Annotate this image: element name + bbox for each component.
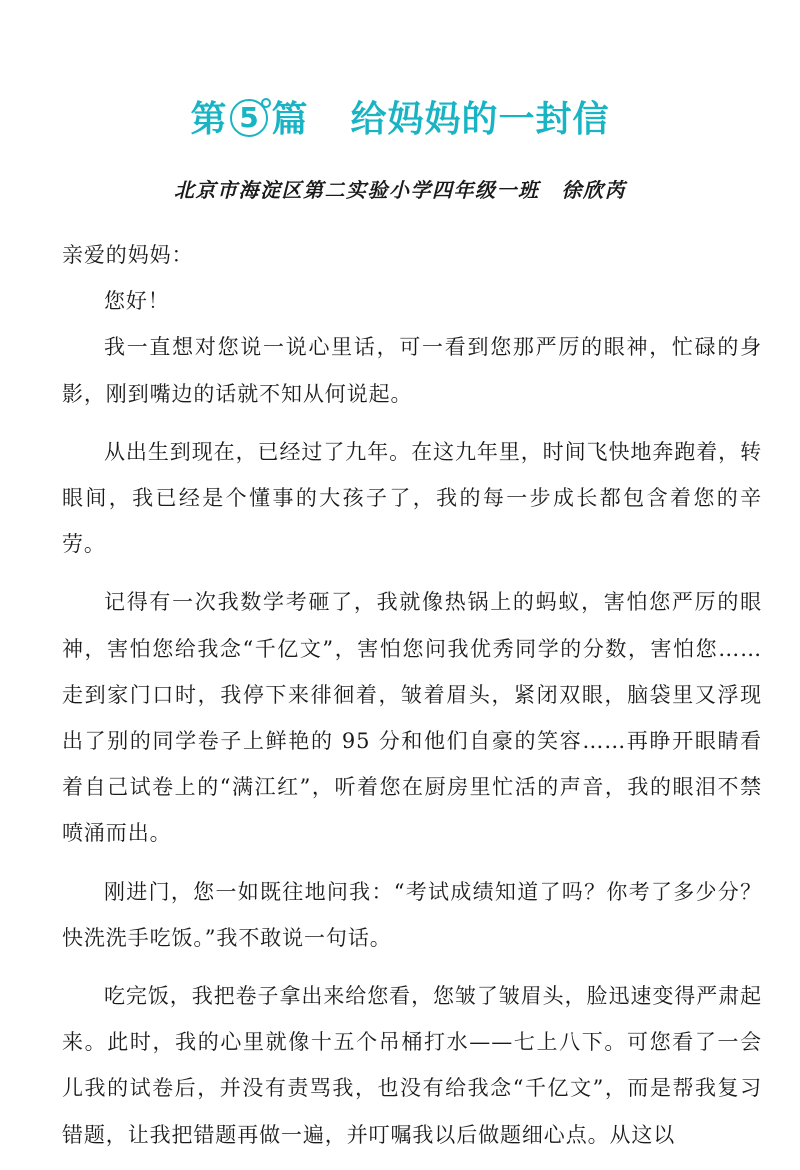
badge-dot-icon: [261, 98, 271, 108]
letter-salutation: 亲爱的妈妈：: [62, 243, 194, 267]
author-name: 徐欣芮: [561, 178, 626, 202]
letter-paragraph: 刚进门，您一如既往地问我：“考试成绩知道了吗？你考了多少分？快洗洗手吃饭。”我不敢说一句话。: [62, 879, 762, 950]
letter-greeting: 您好！: [104, 289, 170, 314]
letter-paragraph: 记得有一次我数学考砸了，我就像热锅上的蚂蚁，害怕您严厉的眼神，害怕您给我念“千亿文”，害怕您问我优秀同学的分数，害怕您……走到家门口时，我停下来徘徊着，皱着眉头，紧闭双眼，脑袋里又浮现出了别的同学卷子上鲜艳的 95 分和他们自豪的笑容……再睁开眼睛看着自己试卷上的“满江红”，听着您在厨房里忙活的声音，我的眼泪不禁喷涌而出。: [62, 590, 762, 846]
title-number: 5: [239, 101, 260, 134]
title-text: 给妈妈的一封信: [350, 99, 610, 140]
letter-paragraph: 我一直想对您说一说心里话，可一看到您那严厉的眼神，忙碌的身影，刚到嘴边的话就不知从何说起。: [62, 335, 762, 406]
title-prefix: 第: [190, 99, 228, 140]
school-name: 北京市海淀区第二实验小学四年级一班: [174, 178, 540, 202]
title-number-badge: [230, 99, 268, 137]
letter-paragraph: 从出生到现在，已经过了九年。在这九年里，时间飞快地奔跑着，转眼间，我已经是个懂事的大孩子了，我的每一步成长都包含着您的辛劳。: [62, 439, 762, 557]
letter-body: [62, 232, 762, 1170]
article-title: [0, 90, 800, 150]
author-byline: [0, 174, 800, 203]
title-suffix: 篇: [271, 99, 309, 140]
letter-paragraph: 吃完饭，我把卷子拿出来给您看，您皱了皱眉头，脸迅速变得严肃起来。此时，我的心里就像十五个吊桶打水——七上八下。可您看了一会儿我的试卷后，并没有责骂我，也没有给我念“千亿文”，而是帮我复习错题，让我把错题再做一遍，并叮嘱我以后做题细心点。从这以: [62, 984, 762, 1147]
